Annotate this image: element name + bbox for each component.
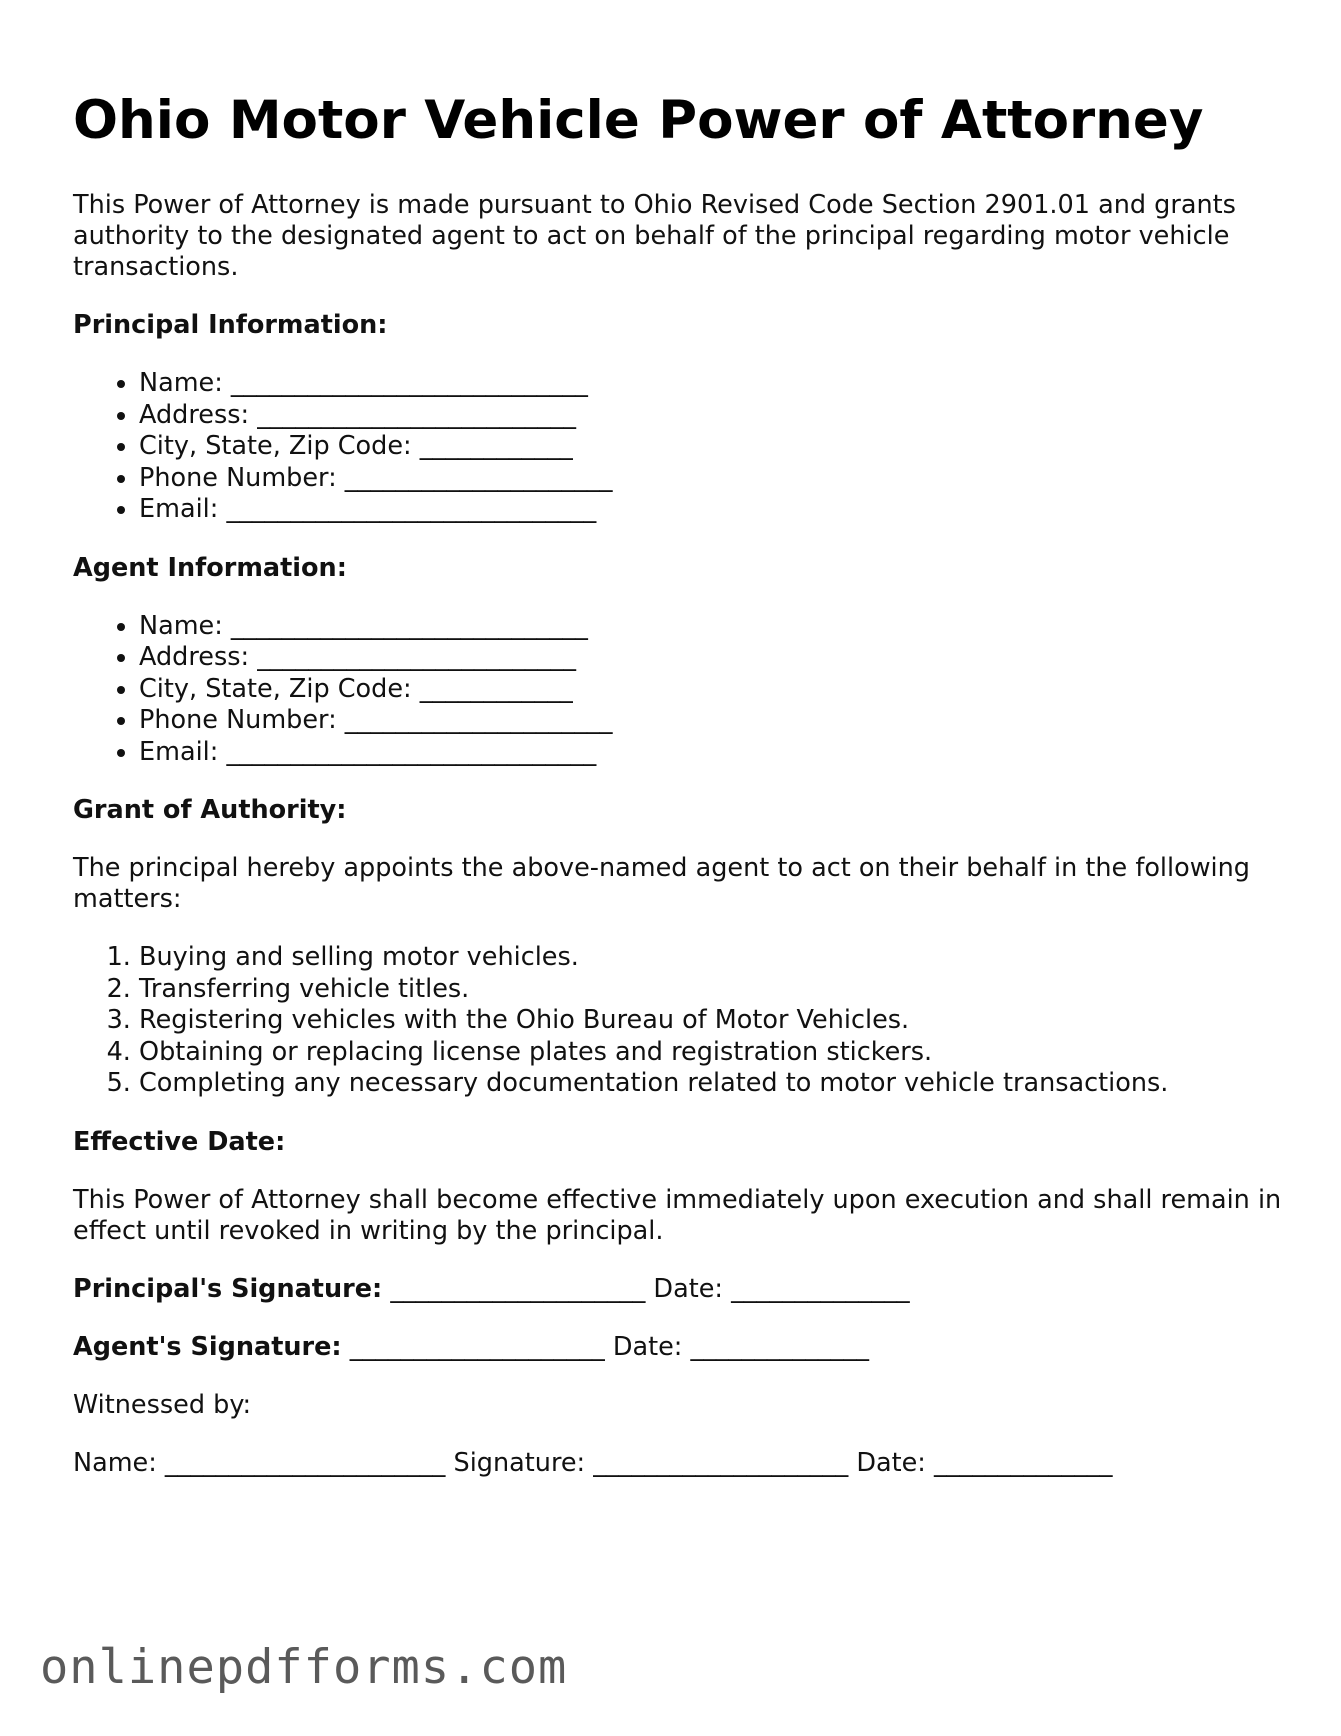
principal-signature-blanks[interactable]: ____________________ Date: ______________ (382, 1273, 910, 1304)
agent-signature-blanks[interactable]: ____________________ Date: ______________ (341, 1331, 869, 1362)
watermark-text: onlinepdfforms.com (40, 1640, 568, 1695)
agent-fields-list (73, 611, 1293, 769)
effective-text: This Power of Attorney shall become effective immediately upon execution and shall remain in effect until revoked in writing by the principal. (73, 1184, 1282, 1246)
grant-item: 3. Registering vehicles with the Ohio Bureau of Motor Vehicles. (139, 1005, 1293, 1037)
principal-signature-label: Principal's Signature: (73, 1273, 383, 1304)
principal-email-field[interactable]: • Email: _____________________________ (139, 494, 1293, 526)
agent-heading: Agent Information: (73, 552, 347, 583)
document-page (73, 92, 1293, 1506)
agent-phone-field[interactable]: • Phone Number: _____________________ (139, 705, 1293, 737)
agent-signature-line[interactable] (73, 1332, 1293, 1363)
grant-heading: Grant of Authority: (73, 795, 347, 826)
witnessed-by-label: Witnessed by: (73, 1389, 252, 1420)
grant-item: 4. Obtaining or replacing license plates and registration stickers. (139, 1037, 1293, 1069)
agent-city-state-zip-field[interactable]: • City, State, Zip Code: ____________ (139, 674, 1293, 706)
principal-name-field[interactable]: • Name: ____________________________ (139, 368, 1293, 400)
document-title: Ohio Motor Vehicle Power of Attorney (73, 90, 1204, 151)
principal-fields-list (73, 368, 1293, 526)
effective-heading: Effective Date: (73, 1126, 286, 1157)
agent-signature-label: Agent's Signature: (73, 1331, 342, 1362)
grant-item: 1. Buying and selling motor vehicles. (139, 942, 1293, 974)
grant-items-list (73, 942, 1293, 1100)
agent-name-field[interactable]: • Name: ____________________________ (139, 611, 1293, 643)
grant-item: 2. Transferring vehicle titles. (139, 974, 1293, 1006)
principal-address-field[interactable]: • Address: _________________________ (139, 400, 1293, 432)
principal-signature-line[interactable] (73, 1274, 1293, 1305)
agent-email-field[interactable]: • Email: _____________________________ (139, 737, 1293, 769)
intro-paragraph: This Power of Attorney is made pursuant to Ohio Revised Code Section 2901.01 and grants authority to the designated agent to act on behalf of the principal regarding motor vehicle transactions. (73, 190, 1236, 283)
principal-heading: Principal Information: (73, 310, 388, 341)
grant-text: The principal hereby appoints the above-named agent to act on their behalf in the following matters: (73, 853, 1250, 915)
principal-city-state-zip-field[interactable]: • City, State, Zip Code: ____________ (139, 431, 1293, 463)
witness-line[interactable]: Name: ______________________ Signature: ____________________ Date: ______________ (73, 1447, 1113, 1478)
agent-address-field[interactable]: • Address: _________________________ (139, 642, 1293, 674)
grant-item: 5. Completing any necessary documentation related to motor vehicle transactions. (139, 1068, 1293, 1100)
principal-phone-field[interactable]: • Phone Number: _____________________ (139, 463, 1293, 495)
